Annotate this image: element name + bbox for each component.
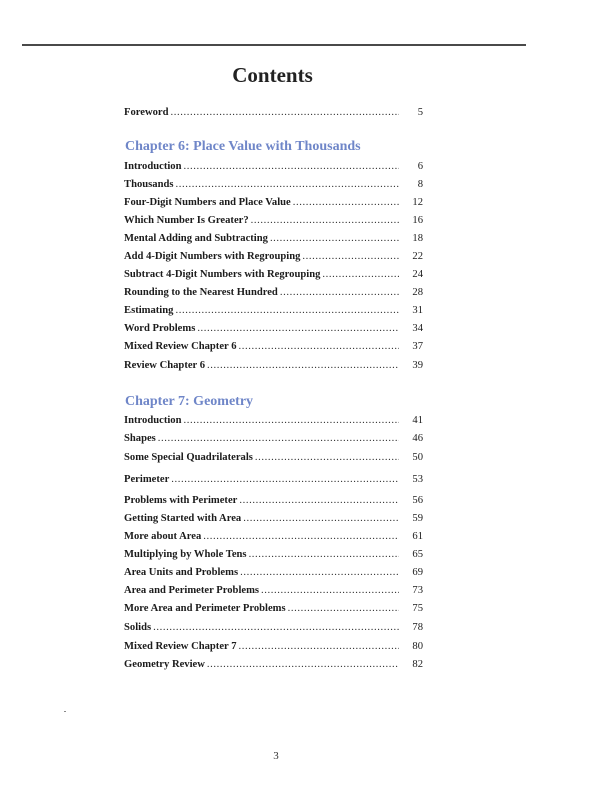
- toc-entry[interactable]: [124, 530, 423, 546]
- toc-entry-label: Area Units and Problems: [124, 567, 239, 578]
- leader-dots: [153, 621, 399, 635]
- toc-entry[interactable]: [124, 658, 423, 674]
- toc-entry[interactable]: [124, 322, 423, 338]
- toc-entry[interactable]: [124, 286, 423, 302]
- toc-entry[interactable]: [124, 214, 423, 230]
- leader-dots: [302, 250, 399, 264]
- leader-dots: [240, 566, 399, 580]
- toc-entry-label: Add 4-Digit Numbers with Regrouping: [124, 251, 301, 262]
- leader-dots: [243, 512, 399, 526]
- toc-entry-page: 56: [412, 495, 423, 506]
- toc-entry-foreword[interactable]: [124, 106, 423, 122]
- toc-entry[interactable]: [124, 584, 423, 600]
- toc-entry-page: 24: [412, 269, 423, 280]
- toc-entry-label: Subtract 4-Digit Numbers with Regrouping: [124, 269, 321, 280]
- toc-entry-label: Multiplying by Whole Tens: [124, 549, 247, 560]
- toc-entry-page: 16: [412, 215, 423, 226]
- leader-dots: [158, 432, 399, 446]
- toc-entry-page: 61: [412, 531, 423, 542]
- toc-entry-page: 18: [412, 233, 423, 244]
- toc-entry-page: 46: [412, 433, 423, 444]
- toc-entry-label: Rounding to the Nearest Hundred: [124, 287, 278, 298]
- toc-entry-page: 80: [412, 641, 423, 652]
- toc-entry[interactable]: [124, 432, 423, 448]
- toc-entry-label: Getting Started with Area: [124, 513, 242, 524]
- toc-entry-page: 82: [412, 659, 423, 670]
- toc-entry-page: 53: [412, 474, 423, 485]
- toc-entry-page: 75: [412, 603, 423, 614]
- toc-entry[interactable]: [124, 451, 423, 467]
- toc-entry-label: Shapes: [124, 433, 156, 444]
- toc-entry[interactable]: [124, 494, 423, 510]
- toc-entry-page: 34: [412, 323, 423, 334]
- leader-dots: [175, 178, 399, 192]
- leader-dots: [322, 268, 399, 282]
- toc-entry-label: Perimeter: [124, 474, 170, 485]
- toc-entry-page: 12: [412, 197, 423, 208]
- toc-entry-page: 78: [412, 622, 423, 633]
- leader-dots: [239, 494, 399, 508]
- toc-entry[interactable]: [124, 304, 423, 320]
- leader-dots: [171, 473, 399, 487]
- toc-entry-label: Mixed Review Chapter 6: [124, 341, 237, 352]
- toc-entry-label: Foreword: [124, 107, 169, 118]
- leader-dots: [280, 286, 399, 300]
- toc-entry-page: 8: [417, 179, 423, 190]
- toc-entry-label: More Area and Perimeter Problems: [124, 603, 286, 614]
- toc-entry[interactable]: [124, 602, 423, 618]
- toc-entry[interactable]: [124, 178, 423, 194]
- toc-entry[interactable]: [124, 640, 423, 656]
- leader-dots: [249, 548, 399, 562]
- toc-entry[interactable]: [124, 548, 423, 564]
- toc-entry[interactable]: [124, 250, 423, 266]
- scan-speck: [64, 711, 66, 712]
- toc-entry[interactable]: [124, 196, 423, 212]
- toc-entry-label: Area and Perimeter Problems: [124, 585, 260, 596]
- toc-entry-label: Thousands: [124, 179, 174, 190]
- leader-dots: [203, 530, 399, 544]
- toc-entry-page: 69: [412, 567, 423, 578]
- toc-entry[interactable]: [124, 621, 423, 637]
- toc-entry[interactable]: [124, 340, 423, 356]
- toc-entry-page: 31: [412, 305, 423, 316]
- leader-dots: [175, 304, 399, 318]
- toc-entry-label: Some Special Quadrilaterals: [124, 452, 253, 463]
- leader-dots: [288, 602, 399, 616]
- toc-entry-label: Problems with Perimeter: [124, 495, 238, 506]
- toc-entry-label: More about Area: [124, 531, 202, 542]
- toc-entry-page: 50: [412, 452, 423, 463]
- toc-entry[interactable]: [124, 512, 423, 528]
- toc-entry-page: 41: [412, 415, 423, 426]
- toc-entry-label: Solids: [124, 622, 152, 633]
- toc-entry[interactable]: [124, 268, 423, 284]
- toc-entry-page: 39: [412, 360, 423, 371]
- toc-entry-page: 65: [412, 549, 423, 560]
- page-number: 3: [273, 750, 279, 762]
- toc-entry-page: 73: [412, 585, 423, 596]
- toc-entry-label: Which Number Is Greater?: [124, 215, 249, 226]
- leader-dots: [207, 359, 399, 373]
- page-title: Contents: [232, 63, 313, 87]
- leader-dots: [239, 340, 400, 354]
- leader-dots: [184, 160, 400, 174]
- toc-entry-page: 37: [412, 341, 423, 352]
- chapter-7-heading: Chapter 7: Geometry: [125, 394, 254, 409]
- toc-entry-page: 6: [417, 161, 423, 172]
- toc-entry-label: Four-Digit Numbers and Place Value: [124, 197, 291, 208]
- toc-entry[interactable]: [124, 160, 423, 176]
- toc-entry[interactable]: [124, 473, 423, 489]
- toc-entry-page: 59: [412, 513, 423, 524]
- toc-entry-label: Mixed Review Chapter 7: [124, 641, 237, 652]
- toc-entry[interactable]: [124, 232, 423, 248]
- toc-entry-label: Word Problems: [124, 323, 196, 334]
- toc-entry-label: Mental Adding and Subtracting: [124, 233, 268, 244]
- toc-entry[interactable]: [124, 414, 423, 430]
- leader-dots: [207, 658, 399, 672]
- chapter-6-heading: Chapter 6: Place Value with Thousands: [125, 139, 361, 154]
- leader-dots: [239, 640, 400, 654]
- leader-dots: [270, 232, 399, 246]
- toc-entry-label: Introduction: [124, 415, 182, 426]
- leader-dots: [255, 451, 399, 465]
- toc-entry-label: Introduction: [124, 161, 182, 172]
- toc-entry-page: 28: [412, 287, 423, 298]
- toc-entry-page: 5: [417, 107, 423, 118]
- leader-dots: [293, 196, 399, 210]
- header-rule: [22, 44, 526, 46]
- toc-entry-label: Estimating: [124, 305, 174, 316]
- toc-entry-label: Geometry Review: [124, 659, 205, 670]
- leader-dots: [171, 106, 399, 120]
- leader-dots: [184, 414, 400, 428]
- leader-dots: [251, 214, 399, 228]
- toc-entry[interactable]: [124, 566, 423, 582]
- leader-dots: [261, 584, 399, 598]
- toc-entry-page: 22: [412, 251, 423, 262]
- toc-entry-label: Review Chapter 6: [124, 360, 206, 371]
- leader-dots: [197, 322, 399, 336]
- toc-entry[interactable]: [124, 359, 423, 375]
